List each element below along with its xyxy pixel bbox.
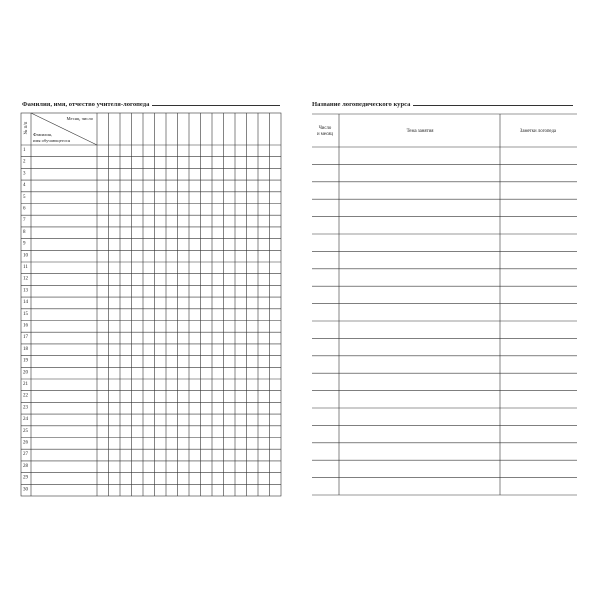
course-name-label: Название логопедического курса xyxy=(312,101,411,108)
row-number: 4 xyxy=(23,183,26,189)
row-number: 30 xyxy=(23,487,28,493)
lessons-table xyxy=(300,0,600,600)
row-number: 18 xyxy=(23,346,28,352)
right-page xyxy=(300,0,600,600)
row-number: 9 xyxy=(23,241,26,247)
row-number: 7 xyxy=(23,218,26,224)
row-number: 10 xyxy=(23,253,28,259)
row-number: 16 xyxy=(23,323,28,329)
row-number: 24 xyxy=(23,417,28,423)
row-number: 14 xyxy=(23,300,28,306)
row-number: 13 xyxy=(23,288,28,294)
row-number: 17 xyxy=(23,335,28,341)
row-number: 28 xyxy=(23,463,28,469)
row-number: 12 xyxy=(23,276,28,282)
name-header-line1: Фамилия, xyxy=(33,132,53,137)
row-number: 1 xyxy=(23,148,26,153)
row-number: 20 xyxy=(23,370,28,376)
row-number: 26 xyxy=(23,440,28,446)
name-header-line2: имя обучающегося xyxy=(33,138,71,143)
row-number: 23 xyxy=(23,405,28,411)
row-number: 19 xyxy=(23,358,28,364)
date-header: Месяц, число xyxy=(66,116,93,121)
row-number: 5 xyxy=(23,194,26,200)
row-number: 2 xyxy=(23,159,26,165)
row-number: 6 xyxy=(23,206,26,212)
attendance-table-border xyxy=(21,113,281,496)
teacher-name-label: Фамилия, имя, отчество учителя-логопеда xyxy=(22,101,150,108)
topic-header: Тема занятия xyxy=(406,129,434,134)
number-header: № п/п xyxy=(24,121,29,135)
notes-header: Заметки логопеда xyxy=(519,129,557,134)
row-number: 22 xyxy=(23,393,28,399)
row-number: 27 xyxy=(23,452,28,458)
row-number: 15 xyxy=(23,311,28,317)
row-number: 29 xyxy=(23,475,28,481)
date-header-line2: и месяц xyxy=(317,132,333,137)
date-header-line1: Число xyxy=(318,126,332,131)
row-number: 8 xyxy=(23,229,26,235)
row-number: 25 xyxy=(23,428,28,434)
row-number: 3 xyxy=(23,171,26,177)
row-number: 21 xyxy=(23,382,28,387)
row-number: 11 xyxy=(23,265,28,270)
